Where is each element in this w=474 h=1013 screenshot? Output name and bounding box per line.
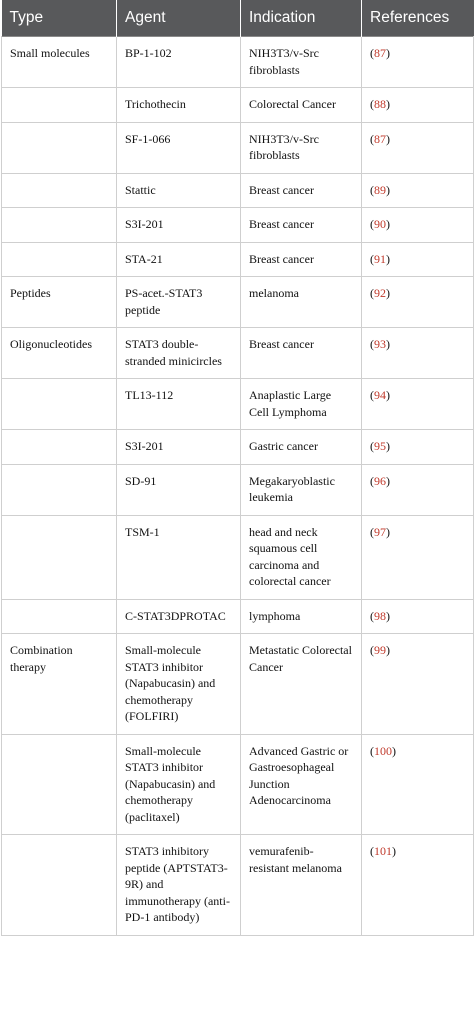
reference-link[interactable]: 91 (374, 251, 386, 266)
cell-reference (362, 634, 474, 735)
reference-link[interactable]: 87 (374, 131, 386, 146)
table-row (2, 599, 474, 634)
close-paren: ) (386, 251, 390, 266)
close-paren: ) (386, 439, 390, 453)
close-paren: ) (386, 608, 390, 623)
reference-link[interactable]: 100 (374, 743, 392, 758)
cell-agent: S3I-201 (117, 208, 241, 243)
cell-reference (362, 88, 474, 123)
table-body (2, 37, 474, 936)
open-paren: ( (370, 743, 374, 758)
close-paren: ) (386, 217, 390, 231)
table-row (2, 277, 474, 328)
table-row (2, 328, 474, 379)
table-row (2, 430, 474, 465)
cell-agent: Stattic (117, 173, 241, 208)
cell-type (2, 242, 117, 277)
header-references: References (362, 0, 474, 37)
cell-type (2, 430, 117, 465)
cell-type (2, 88, 117, 123)
cell-reference (362, 734, 474, 835)
table-header (2, 0, 474, 37)
reference-link[interactable]: 93 (374, 337, 386, 351)
cell-type (2, 122, 117, 173)
open-paren: ( (370, 97, 374, 111)
cell-indication: Breast cancer (241, 208, 362, 243)
open-paren: ( (370, 217, 374, 231)
table-row (2, 634, 474, 735)
cell-reference (362, 328, 474, 379)
header-agent: Agent (117, 0, 241, 37)
close-paren: ) (386, 97, 390, 111)
cell-reference (362, 430, 474, 465)
open-paren: ( (370, 643, 374, 657)
cell-indication: lymphoma (241, 599, 362, 634)
cell-reference (362, 122, 474, 173)
cell-reference (362, 379, 474, 430)
close-paren: ) (392, 844, 396, 858)
reference-link[interactable]: 94 (374, 388, 386, 402)
references-table (1, 0, 474, 936)
cell-reference (362, 208, 474, 243)
cell-agent: Small-molecule STAT3 inhibitor (Napabucasin) and chemotherapy (FOLFIRI) (117, 634, 241, 735)
open-paren: ( (370, 182, 374, 197)
cell-indication: Advanced Gastric or Gastroesophageal Junction Adenocarcinoma (241, 734, 362, 835)
table-row (2, 173, 474, 208)
reference-link[interactable]: 95 (374, 439, 386, 453)
close-paren: ) (386, 131, 390, 146)
table-row (2, 242, 474, 277)
cell-indication: Anaplastic Large Cell Lymphoma (241, 379, 362, 430)
open-paren: ( (370, 608, 374, 623)
cell-indication: Breast cancer (241, 173, 362, 208)
cell-reference (362, 835, 474, 936)
cell-reference (362, 242, 474, 277)
reference-link[interactable]: 98 (374, 608, 386, 623)
open-paren: ( (370, 46, 374, 60)
close-paren: ) (392, 743, 396, 758)
cell-type: Oligonucleotides (2, 328, 117, 379)
open-paren: ( (370, 131, 374, 146)
close-paren: ) (386, 473, 390, 488)
cell-indication: vemurafenib-resistant melanoma (241, 835, 362, 936)
reference-link[interactable]: 96 (374, 473, 386, 488)
cell-agent: BP-1-102 (117, 37, 241, 88)
cell-indication: NIH3T3/v-Src fibroblasts (241, 37, 362, 88)
header-row (2, 0, 474, 37)
cell-type (2, 208, 117, 243)
header-indication: Indication (241, 0, 362, 37)
table-row (2, 734, 474, 835)
cell-type (2, 464, 117, 515)
reference-link[interactable]: 87 (374, 46, 386, 60)
table-row (2, 464, 474, 515)
cell-agent: SD-91 (117, 464, 241, 515)
reference-link[interactable]: 89 (374, 182, 386, 197)
cell-reference (362, 599, 474, 634)
cell-agent: SF-1-066 (117, 122, 241, 173)
cell-indication: NIH3T3/v-Src fibroblasts (241, 122, 362, 173)
cell-agent: S3I-201 (117, 430, 241, 465)
cell-agent: PS-acet.-STAT3 peptide (117, 277, 241, 328)
close-paren: ) (386, 286, 390, 300)
cell-indication: Metastatic Colorectal Cancer (241, 634, 362, 735)
table-row (2, 122, 474, 173)
close-paren: ) (386, 46, 390, 60)
table-row (2, 88, 474, 123)
close-paren: ) (386, 337, 390, 351)
open-paren: ( (370, 473, 374, 488)
open-paren: ( (370, 251, 374, 266)
cell-indication: head and neck squamous cell carcinoma and colorectal cancer (241, 515, 362, 599)
table-row (2, 515, 474, 599)
cell-indication: Megakaryoblastic leukemia (241, 464, 362, 515)
cell-agent: STA-21 (117, 242, 241, 277)
cell-type (2, 515, 117, 599)
cell-reference (362, 173, 474, 208)
reference-link[interactable]: 90 (374, 217, 386, 231)
cell-indication: Gastric cancer (241, 430, 362, 465)
cell-indication: Colorectal Cancer (241, 88, 362, 123)
cell-type: Combination therapy (2, 634, 117, 735)
open-paren: ( (370, 337, 374, 351)
open-paren: ( (370, 286, 374, 300)
open-paren: ( (370, 388, 374, 402)
table-row (2, 208, 474, 243)
cell-type (2, 835, 117, 936)
cell-type: Small molecules (2, 37, 117, 88)
cell-reference (362, 277, 474, 328)
cell-agent: STAT3 double-stranded minicircles (117, 328, 241, 379)
cell-agent: STAT3 inhibitory peptide (APTSTAT3-9R) and immunotherapy (anti-PD-1 antibody) (117, 835, 241, 936)
cell-agent: TSM-1 (117, 515, 241, 599)
cell-type: Peptides (2, 277, 117, 328)
cell-type (2, 734, 117, 835)
cell-indication: Breast cancer (241, 328, 362, 379)
open-paren: ( (370, 844, 374, 858)
close-paren: ) (386, 643, 390, 657)
reference-link[interactable]: 92 (374, 286, 386, 300)
cell-type (2, 599, 117, 634)
cell-indication: Breast cancer (241, 242, 362, 277)
cell-agent: TL13-112 (117, 379, 241, 430)
header-type: Type (2, 0, 117, 37)
cell-agent: C-STAT3DPROTAC (117, 599, 241, 634)
table-row (2, 835, 474, 936)
reference-link[interactable]: 88 (374, 97, 386, 111)
cell-agent: Small-molecule STAT3 inhibitor (Napabucasin) and chemotherapy (paclitaxel) (117, 734, 241, 835)
cell-indication: melanoma (241, 277, 362, 328)
reference-link[interactable]: 101 (374, 844, 392, 858)
close-paren: ) (386, 388, 390, 402)
cell-type (2, 379, 117, 430)
cell-reference (362, 515, 474, 599)
cell-agent: Trichothecin (117, 88, 241, 123)
table-row (2, 37, 474, 88)
open-paren: ( (370, 524, 374, 539)
table-row (2, 379, 474, 430)
cell-reference (362, 37, 474, 88)
cell-type (2, 173, 117, 208)
reference-link[interactable]: 99 (374, 643, 386, 657)
close-paren: ) (386, 182, 390, 197)
reference-link[interactable]: 97 (374, 524, 386, 539)
close-paren: ) (386, 524, 390, 539)
open-paren: ( (370, 439, 374, 453)
cell-reference (362, 464, 474, 515)
